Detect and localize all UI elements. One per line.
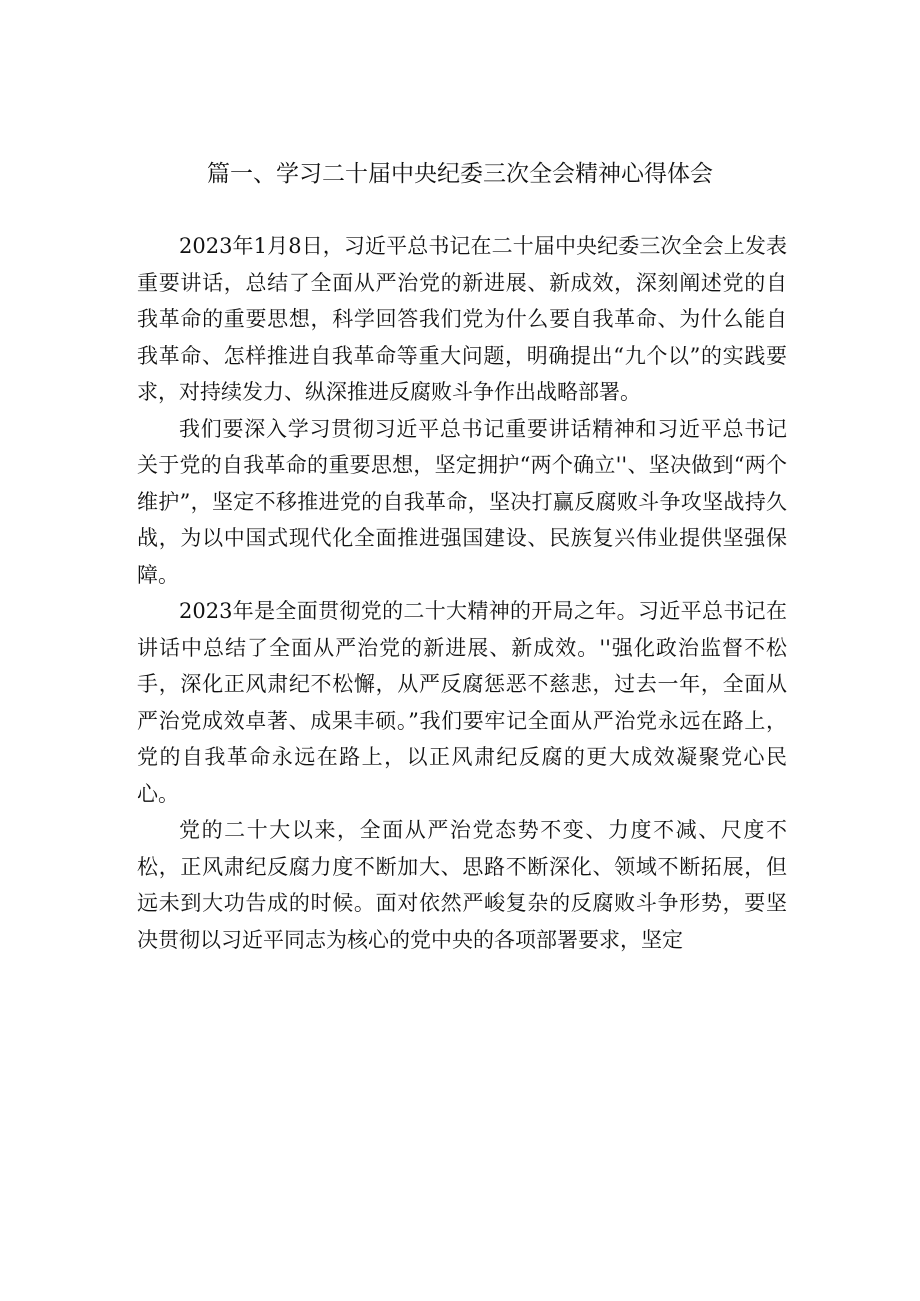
paragraph-2: 我们要深入学习贯彻习近平总书记重要讲话精神和习近平总书记关于党的自我革命的重要思想，坚定拥护“两个确立''、坚决做到“两个维护”，坚定不移推进党的自我革命，坚决打赢反腐败斗争攻坚战持久战，为以中国式现代化全面推进强国建设、民族复兴伟业提供坚强保障。	[137, 416, 787, 587]
paragraph-1: 2023年1月8日，习近平总书记在二十届中央纪委三次全会上发表重要讲话，总结了全面从严治党的新进展、新成效，深刻阐述党的自我革命的重要思想，科学回答我们党为什么要自我革命、为什么能自我革命、怎样推进自我革命等重大问题，明确提出“九个以”的实践要求，对持续发力、纵深推进反腐败斗争作出战略部署。	[137, 234, 787, 404]
document-body	[137, 228, 787, 958]
document-title: 篇一、学习二十届中央纪委三次全会精神心得体会	[207, 161, 713, 187]
paragraph-3: 2023年是全面贯彻党的二十大精神的开局之年。习近平总书记在讲话中总结了全面从严治党的新进展、新成效。''强化政治监督不松手，深化正风肃纪不松懈，从严反腐惩恶不慈悲，过去一年，全面从严治党成效卓著、成果丰硕。”我们要牢记全面从严治党永远在路上，党的自我革命永远在路上，以正风肃纪反腐的更大成效凝聚党心民心。	[137, 599, 787, 806]
paragraph-4: 党的二十大以来，全面从严治党态势不变、力度不减、尺度不松，正风肃纪反腐力度不断加大、思路不断深化、领域不断拓展，但远未到大功告成的时候。面对依然严峻复杂的反腐败斗争形势，要坚决贯彻以习近平同志为核心的党中央的各项部署要求，坚定	[137, 818, 787, 952]
